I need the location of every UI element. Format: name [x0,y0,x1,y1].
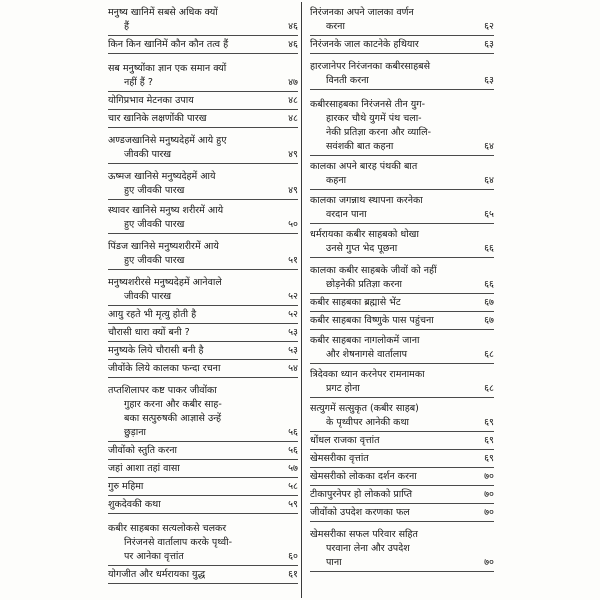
toc-page-number: ४९ [288,185,298,196]
toc-entry-title-line: निरंजनका अपने जालका वर्णन [310,7,414,18]
toc-entry-title-line: सवंशकी बात कहना [326,141,394,152]
toc-entry-title-line: आयु रहते भी मृत्यु होती है [108,309,197,320]
toc-page-number: ५३ [288,345,298,356]
toc-page-number: ४८ [288,95,298,106]
toc-entry [108,324,298,342]
toc-entry-title-line: करना [326,21,345,32]
toc-entry-title-line: छोड़नेकी प्रतिज्ञा करना [326,279,403,290]
toc-entry [310,156,494,190]
toc-entry-title-line: पिंडज खानिसे मनुष्यशरीरमें आये [108,241,219,252]
toc-entry-title-line: पाना [326,557,342,568]
toc-entry-title-line: चार खानिके लक्षणोंकी पारख [108,113,207,124]
toc-entry-title-line: विनती करना [326,75,369,86]
toc-entry [108,496,298,514]
column-divider [301,2,302,598]
toc-entry-title-line: तप्तशिलापर कष्ट पाकर जीवोंका [108,385,217,396]
toc-entry [310,486,494,504]
toc-entry-title-line: खेमसरीका वृत्तांत [310,453,369,464]
toc-column-right [310,0,494,572]
toc-entry [310,504,494,522]
toc-entry-title-line: मनुष्यके लिये चौरासी बनी है [108,345,204,356]
toc-entry [108,54,298,92]
toc-entry-title-line: नहीं हैं ? [124,77,153,88]
toc-page-number: ६६ [484,279,494,290]
toc-entry-title-line: हारकर चौथे युगमें पंथ चला- [326,113,422,124]
toc-entry-title-line: हैं [124,21,130,32]
toc-entry-title-line: हुए जीवकी पारख [124,185,185,196]
toc-entry-title-line: कबीरसाहबका निरंजनसे तीन युग- [310,99,426,110]
toc-entry [108,128,298,164]
toc-page-number: ६२ [484,21,494,32]
toc-entry-title-line: हुए जीवकी पारख [124,255,185,266]
toc-page-number: ६९ [484,435,494,446]
toc-entry [310,398,494,432]
toc-page-number: ४६ [288,39,298,50]
toc-entry [310,36,494,54]
toc-entry-title-line: कालका जगन्नाथ स्थापना करनेका [310,195,423,206]
toc-entry-title-line: शुकदेवकी कथा [108,499,161,510]
toc-entry [310,432,494,450]
toc-entry [108,110,298,128]
toc-page-number: ५६ [288,445,298,456]
toc-entry [108,0,298,36]
toc-entry-title-line: गुरु महिमा [108,481,144,492]
toc-entry-title-line: किन किन खानिमें कौन कौन तत्व हैं [108,39,229,50]
toc-entry [108,378,298,442]
toc-entry [108,514,298,566]
toc-page-number: ६८ [484,349,494,360]
toc-entry-title-line: खेमसरीका सफल परिवार सहित [310,529,418,540]
toc-entry-title-line: नेकी प्रतिज्ञा करना और व्यालि- [326,127,432,138]
toc-entry-title-line: मनुष्य खानिमें सबसे अधिक क्यों [108,7,218,18]
toc-entry-title-line: कबीर साहबका नागलोकमें जाना [310,335,420,346]
toc-entry-title-line: कबीर साहबका विष्णुके पास पहुंचना [310,315,434,326]
toc-entry-title-line: मनुष्यशरीरसे मनुष्यदेहमें आनेवाले [108,277,222,288]
toc-page-number: ६७ [484,297,494,308]
toc-entry [108,234,298,270]
toc-page-number: ५६ [288,427,298,438]
toc-page-number: ६० [288,551,298,562]
toc-entry-title-line: स्थावर खानिसे मनुष्य शरीरमें आये [108,205,224,216]
toc-page-number: ६५ [484,209,494,220]
toc-page-number: ६९ [484,417,494,428]
toc-entry-title-line: जीवोंके लिये कालका फन्दा रचना [108,363,221,374]
toc-page-number: ६७ [484,315,494,326]
toc-entry-title-line: कालका कबीर साहबके जीवों को नहीं [310,265,437,276]
toc-page-number: ६८ [484,383,494,394]
toc-entry [310,90,494,156]
toc-entry [108,164,298,200]
toc-entry-title-line: हुए जीवकी पारख [124,219,185,230]
toc-page-number: ६३ [484,75,494,86]
toc-entry [310,224,494,258]
toc-page-number: ७० [484,489,494,500]
toc-column-left [108,0,298,584]
toc-entry [310,54,494,90]
toc-entry-title-line: वरदान पाना [326,209,367,220]
toc-entry [310,330,494,364]
toc-page-number: ५९ [288,499,298,510]
toc-entry [310,450,494,468]
toc-entry-title-line: त्रिदेवका ध्यान करनेपर रामनामका [310,369,425,380]
toc-entry-title-line: जहां आशा तहां वासा [108,463,180,474]
toc-entry-title-line: सब मनुष्योंका ज्ञान एक समान क्यों [108,63,227,74]
toc-page-number: ५८ [288,481,298,492]
toc-page-number: ४७ [288,77,298,88]
toc-entry-title-line: निरंजनके जाल काटनेके हथियार [310,39,419,50]
toc-entry [310,522,494,572]
toc-entry [108,360,298,378]
toc-page-number: ४९ [288,149,298,160]
toc-page-number: ४६ [288,21,298,32]
toc-page-number: ५३ [288,327,298,338]
toc-entry [108,442,298,460]
toc-entry-title-line: सत्युगमें सत्सुकृत (कबीर साहब) [310,403,419,414]
toc-entry-title-line: कहना [326,175,347,186]
toc-entry-title-line: प्रगट होना [326,383,360,394]
toc-entry [310,190,494,224]
toc-entry [108,566,298,584]
toc-page-number: ४८ [288,113,298,124]
toc-entry-title-line: निरंजनसे वार्तालाप करके पृथ्वी- [124,537,233,548]
toc-page-number: ६४ [484,175,494,186]
toc-entry-title-line: पर आनेका वृत्तांत [124,551,184,562]
toc-page-number: ६१ [288,569,298,580]
toc-page-number: ७० [484,557,494,568]
toc-entry-title-line: हारजानेपर निरंजनका कबीरसाहबसे [310,61,431,72]
toc-page-number: ५० [288,219,298,230]
toc-entry-title-line: टीकापुरनेपर हो लोकको प्राप्ति [310,489,413,500]
toc-page-number: ६६ [484,243,494,254]
toc-entry-title-line: जीवोंको उपदेश करणका फल [310,507,410,518]
toc-entry [108,36,298,54]
toc-entry [108,306,298,324]
toc-entry [310,468,494,486]
toc-entry-title-line: बका सत्पुरुषकी आज्ञासे उन्हें [124,413,222,424]
toc-page-number: ५१ [288,255,298,266]
toc-page-number: ५७ [288,463,298,474]
toc-page-number: ७० [484,471,494,482]
toc-entry-title-line: कबीर साहबका सत्यलोकसे चलकर [108,523,227,534]
toc-entry [108,460,298,478]
toc-entry [310,312,494,330]
toc-entry-title-line: योगजीत और धर्मरायका युद्ध [108,569,206,580]
toc-entry-title-line: परवाना लेना और उपदेश [326,543,410,554]
toc-entry-title-line: जीवकी पारख [124,291,172,302]
toc-entry [310,258,494,294]
toc-page-number: ६३ [484,39,494,50]
toc-entry-title-line: अण्डजखानिसे मनुष्यदेहमें आये हुए [108,135,227,146]
toc-page-number: ५४ [288,363,298,374]
toc-entry-title-line: ऊष्मज खानिसे मनुष्यदेहमें आये [108,171,216,182]
toc-entry [310,0,494,36]
toc-entry-title-line: चौरासी धारा क्यों बनी ? [108,327,190,338]
toc-entry [108,478,298,496]
toc-entry-title-line: उनसे गुप्त भेद पूछना [326,243,398,254]
toc-entry-title-line: और शेषनागसे वार्तालाप [326,349,408,360]
toc-entry-title-line: के पृथ्वीपर आनेकी कथा [326,417,410,428]
toc-entry [108,342,298,360]
toc-entry [310,294,494,312]
toc-entry-title-line: खेमसरीको लोकका दर्शन करना [310,471,417,482]
toc-entry [108,92,298,110]
toc-page-number: ६९ [484,453,494,464]
toc-entry-title-line: कालका अपने बारह पंथकी बात [310,161,418,172]
toc-entry [108,270,298,306]
toc-entry-title-line: योगिप्रभाव मेटनका उपाय [108,95,194,106]
toc-entry-title-line: छुड़ाना [124,427,146,438]
toc-page-number: ७० [484,507,494,518]
toc-entry-title-line: जीवोंको स्तुति करना [108,445,177,456]
toc-page-number: ५२ [288,291,298,302]
toc-entry-title-line: जीवकी पारख [124,149,172,160]
toc-entry-title-line: धोंधल राजका वृत्तांत [310,435,380,446]
toc-entry [108,200,298,234]
toc-page-number: ५२ [288,309,298,320]
toc-entry-title-line: गुहार करना और कबीर साह- [124,399,222,410]
toc-page-number: ६४ [484,141,494,152]
toc-entry [310,364,494,398]
toc-entry-title-line: धर्मरायका कबीर साहबको धोखा [310,229,419,240]
toc-entry-title-line: कबीर साहबका ब्रह्मासे भेंट [310,297,401,308]
